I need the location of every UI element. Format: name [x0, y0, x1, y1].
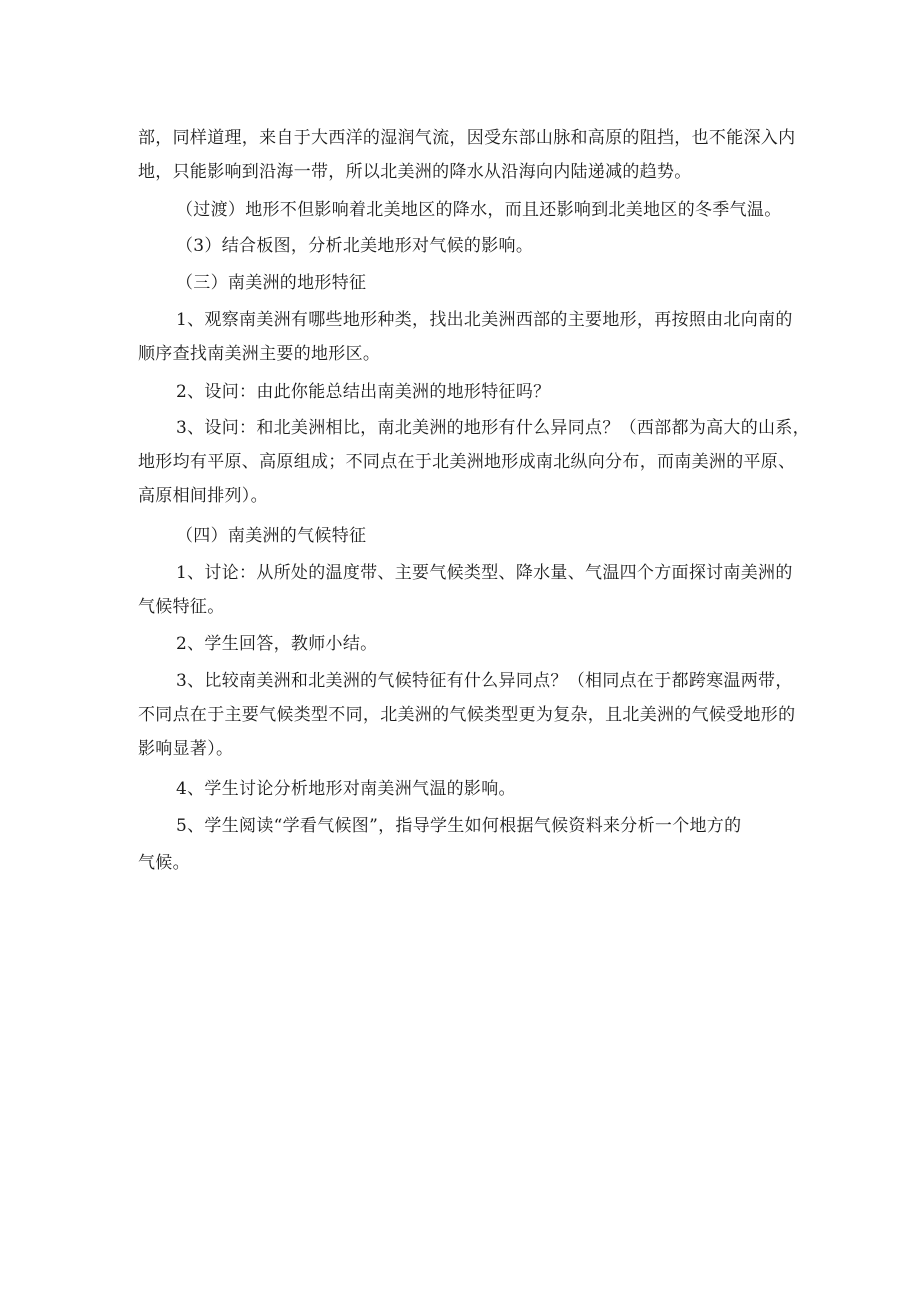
- paragraph-step-3: [176, 229, 533, 263]
- text-line: 顺序查找南美洲主要的地形区。: [138, 344, 381, 364]
- text-line: 部，同样道理，来自于大西洋的湿润气流，因受东部山脉和高原的阻挡，也不能深入内: [138, 128, 796, 148]
- paragraph-north-america-precipitation: [138, 121, 795, 189]
- text-line: （三）南美洲的地形特征: [176, 273, 367, 293]
- text-line: 气候。: [138, 853, 190, 873]
- text-line: 5、学生阅读“学看气候图”，指导学生如何根据气候资料来分析一个地方的: [176, 816, 742, 836]
- text-line: 影响显著）。: [138, 739, 234, 759]
- section-heading-south-america-climate: [176, 519, 366, 553]
- paragraph-terrain-item-2: [176, 375, 550, 409]
- paragraph-terrain-item-1: [138, 303, 793, 371]
- text-line: 3、比较南美洲和北美洲的气候特征有什么异同点？（相同点在于都跨寒温两带，: [176, 671, 793, 691]
- paragraph-climate-item-1: [138, 556, 793, 624]
- text-line: 不同点在于主要气候类型不同，北美洲的气候类型更为复杂，且北美洲的气候受地形的: [138, 705, 796, 725]
- paragraph-climate-item-4: [176, 772, 516, 806]
- text-line: 地形均有平原、高原组成；不同点在于北美洲地形成南北纵向分布，而南美洲的平原、: [138, 452, 796, 472]
- text-line: 4、学生讨论分析地形对南美洲气温的影响。: [176, 779, 516, 799]
- text-line: 2、设问：由此你能总结出南美洲的地形特征吗？: [176, 382, 551, 402]
- text-line: 2、学生回答，教师小结。: [176, 634, 378, 654]
- paragraph-transition: [176, 193, 782, 227]
- text-line: （3）结合板图，分析北美地形对气候的影响。: [176, 236, 534, 256]
- paragraph-climate-item-3: [138, 664, 795, 766]
- paragraph-climate-item-2: [176, 627, 377, 661]
- paragraph-climate-item-5: [176, 809, 741, 843]
- text-line: （四）南美洲的气候特征: [176, 526, 367, 546]
- text-line: 高原相间排列）。: [138, 486, 268, 506]
- text-line: 地，只能影响到沿海一带，所以北美洲的降水从沿海向内陆递减的趋势。: [138, 162, 692, 182]
- text-line: 1、讨论：从所处的温度带、主要气候类型、降水量、气温四个方面探讨南美洲的: [176, 563, 793, 583]
- text-line: （过渡）地形不但影响着北美地区的降水，而且还影响到北美地区的冬季气温。: [176, 200, 782, 220]
- text-line: 3、设问：和北美洲相比，南北美洲的地形有什么异同点？（西部都为高大的山系，: [176, 418, 810, 438]
- text-line: 1、观察南美洲有哪些地形种类，找出北美洲西部的主要地形，再按照由北向南的: [176, 310, 793, 330]
- paragraph-terrain-item-3: [138, 411, 810, 513]
- text-line: 气候特征。: [138, 597, 225, 617]
- paragraph-climate-item-5-end: [138, 846, 190, 880]
- section-heading-south-america-terrain: [176, 266, 366, 300]
